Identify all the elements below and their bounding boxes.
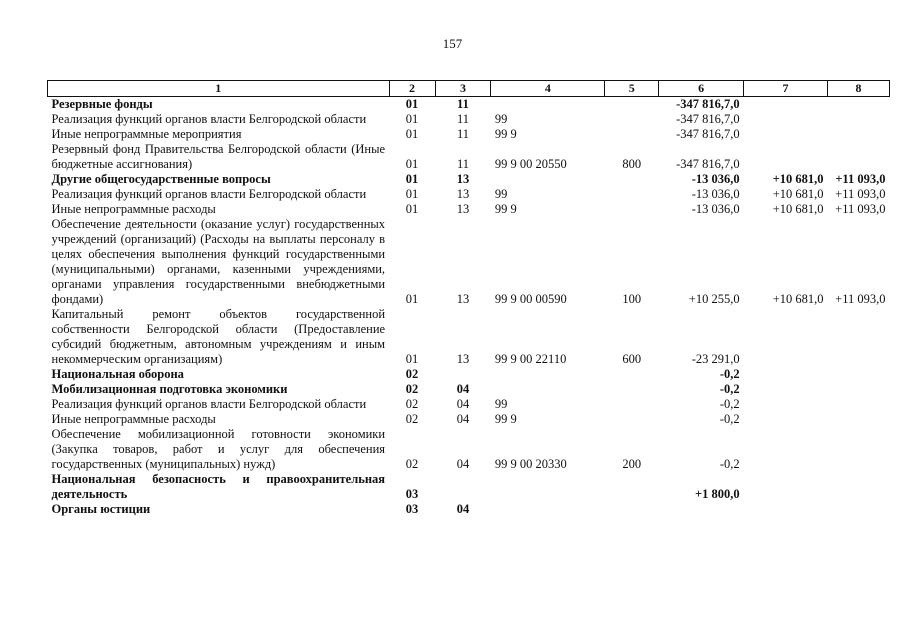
amount-col6-cell: -0,2 (719, 457, 740, 471)
amount-col6-cell: -0,2 (719, 397, 740, 411)
subsection-code-cell: 13 (456, 172, 470, 186)
amount-col8-cell (828, 382, 890, 397)
expense-type-cell (605, 367, 659, 382)
row-name-cell: Реализация функций органов власти Белгородской области (51, 187, 367, 201)
target-article-cell: 99 9 00 22110 (494, 352, 567, 366)
target-article-cell: 99 9 (494, 127, 517, 141)
amount-col8-cell (828, 502, 890, 517)
row-name-cell: Резервный фонд Правительства Белгородской области (Иные бюджетные ассигнования) (51, 142, 386, 171)
subsection-code-cell: 04 (456, 412, 470, 426)
expense-type-cell (605, 172, 659, 187)
subsection-code-cell: 04 (456, 502, 470, 516)
expense-type-cell (605, 502, 659, 517)
header-cell: 2 (389, 81, 435, 97)
amount-col6-cell: +10 255,0 (688, 292, 740, 306)
amount-col7-cell (744, 397, 828, 412)
row-name-cell: Национальная оборона (51, 367, 184, 381)
subsection-code-cell: 04 (456, 382, 470, 396)
amount-col8-cell (828, 472, 890, 502)
table-row (48, 172, 890, 187)
subsection-code-cell: 11 (457, 97, 469, 111)
amount-col8-cell (828, 112, 890, 127)
expense-type-cell: 100 (622, 292, 642, 306)
amount-col7-cell (744, 127, 828, 142)
section-code-cell: 01 (405, 352, 419, 366)
amount-col6-cell: -347 816,7,0 (676, 157, 740, 171)
header-cell: 5 (605, 81, 659, 97)
amount-col6-cell: -0,2 (719, 412, 740, 426)
target-article-cell (491, 502, 605, 517)
amount-col8-cell: +11 093,0 (835, 292, 886, 306)
subsection-code-cell: 04 (456, 397, 470, 411)
target-article-cell: 99 9 00 20550 (494, 157, 567, 171)
table-row (48, 367, 890, 382)
header-row (48, 81, 890, 97)
expense-type-cell (605, 397, 659, 412)
amount-col6-cell: -13 036,0 (691, 172, 740, 186)
subsection-code-cell: 13 (456, 187, 470, 201)
section-code-cell: 02 (405, 367, 419, 381)
amount-col8-cell: +11 093,0 (835, 172, 886, 186)
subsection-code-cell: 04 (456, 457, 470, 471)
amount-col7-cell (744, 97, 828, 113)
amount-col6-cell: -347 816,7,0 (676, 112, 740, 126)
amount-col6-cell: +1 800,0 (694, 487, 740, 501)
amount-col7-cell (744, 412, 828, 427)
header-cell: 7 (744, 81, 828, 97)
amount-col6-cell: -0,2 (719, 367, 740, 381)
target-article-cell (491, 97, 605, 113)
amount-col6-cell: -0,2 (719, 382, 740, 396)
target-article-cell (491, 172, 605, 187)
section-code-cell: 01 (405, 187, 419, 201)
section-code-cell: 02 (405, 382, 419, 396)
target-article-cell (491, 382, 605, 397)
table-row (48, 217, 890, 307)
row-name-cell: Обеспечение деятельности (оказание услуг) государственных учреждений (организаций) (Расходы на выплаты персоналу в целях обеспечения выполнения функций государственными (муниципальными) органами, казенными учреждениями, органами управления государственными внебюджетными фондами) (51, 217, 386, 306)
expense-type-cell (605, 472, 659, 502)
amount-col8-cell (828, 427, 890, 472)
subsection-code-cell (435, 367, 491, 382)
target-article-cell: 99 9 (494, 202, 517, 216)
section-code-cell: 01 (405, 127, 419, 141)
table-body (48, 97, 890, 518)
subsection-code-cell: 11 (456, 127, 469, 141)
amount-col7-cell (744, 382, 828, 397)
header-cell: 6 (659, 81, 744, 97)
amount-col7-cell (744, 472, 828, 502)
table-row (48, 142, 890, 172)
header-cell: 4 (491, 81, 605, 97)
amount-col6-cell: -13 036,0 (691, 187, 740, 201)
row-name-cell: Иные непрограммные расходы (51, 412, 216, 426)
target-article-cell: 99 9 00 00590 (494, 292, 567, 306)
section-code-cell: 01 (405, 112, 419, 126)
amount-col7-cell (744, 112, 828, 127)
row-name-cell: Иные непрограммные мероприятия (51, 127, 242, 141)
section-code-cell: 01 (405, 157, 419, 171)
header-cell: 3 (435, 81, 491, 97)
table-row (48, 112, 890, 127)
expense-type-cell: 600 (622, 352, 642, 366)
subsection-code-cell: 13 (456, 202, 470, 216)
section-code-cell: 01 (405, 97, 419, 111)
row-name-cell: Мобилизационная подготовка экономики (51, 382, 288, 396)
header-cell: 8 (828, 81, 890, 97)
table-row (48, 202, 890, 217)
amount-col7-cell (744, 502, 828, 517)
amount-col7-cell (744, 142, 828, 172)
amount-col8-cell (828, 367, 890, 382)
amount-col6-cell: -23 291,0 (691, 352, 740, 366)
row-name-cell: Реализация функций органов власти Белгородской области (51, 112, 367, 126)
expense-type-cell (605, 127, 659, 142)
amount-col6-cell: -347 816,7,0 (676, 97, 740, 111)
table-row (48, 127, 890, 142)
amount-col8-cell (828, 412, 890, 427)
budget-table (47, 80, 890, 517)
subsection-code-cell: 11 (456, 112, 469, 126)
amount-col8-cell: +11 093,0 (835, 187, 886, 201)
amount-col6-cell: -13 036,0 (691, 202, 740, 216)
row-name-cell: Иные непрограммные расходы (51, 202, 216, 216)
expense-type-cell (605, 202, 659, 217)
amount-col6-cell: -347 816,7,0 (676, 127, 740, 141)
subsection-code-cell: 13 (456, 292, 470, 306)
amount-col7-cell: +10 681,0 (772, 202, 824, 216)
page-number: 157 (442, 36, 463, 51)
table-row (48, 307, 890, 367)
amount-col7-cell (744, 307, 828, 367)
target-article-cell: 99 (494, 397, 508, 411)
section-code-cell: 01 (405, 202, 419, 216)
section-code-cell: 03 (405, 487, 419, 501)
amount-col7-cell (744, 427, 828, 472)
expense-type-cell (605, 382, 659, 397)
subsection-code-cell: 13 (456, 352, 470, 366)
target-article-cell: 99 (494, 187, 508, 201)
row-name-cell: Обеспечение мобилизационной готовности экономики (Закупка товаров, работ и услуг для обеспечения государственных (муниципальных) нужд) (51, 427, 386, 471)
amount-col6-cell (659, 502, 744, 517)
table-row (48, 397, 890, 412)
section-code-cell: 02 (405, 397, 419, 411)
table-row (48, 502, 890, 517)
section-code-cell: 03 (405, 502, 419, 516)
row-name-cell: Национальная безопасность и правоохранительная деятельность (51, 472, 386, 501)
amount-col8-cell (828, 307, 890, 367)
target-article-cell (491, 367, 605, 382)
row-name-cell: Резервные фонды (51, 97, 153, 111)
subsection-code-cell (435, 472, 491, 502)
expense-type-cell: 200 (622, 457, 642, 471)
amount-col8-cell: +11 093,0 (835, 202, 886, 216)
section-code-cell: 01 (405, 292, 419, 306)
table-row (48, 187, 890, 202)
expense-type-cell (605, 97, 659, 113)
amount-col7-cell: +10 681,0 (772, 292, 824, 306)
table-row (48, 427, 890, 472)
amount-col8-cell (828, 142, 890, 172)
table-row (48, 382, 890, 397)
table-row (48, 97, 890, 113)
amount-col7-cell: +10 681,0 (772, 172, 824, 186)
table-row (48, 472, 890, 502)
amount-col7-cell (744, 367, 828, 382)
expense-type-cell (605, 187, 659, 202)
section-code-cell: 02 (405, 412, 419, 426)
target-article-cell: 99 9 (494, 412, 517, 426)
section-code-cell: 01 (405, 172, 419, 186)
section-code-cell: 02 (405, 457, 419, 471)
expense-type-cell (605, 412, 659, 427)
target-article-cell: 99 (494, 112, 508, 126)
expense-type-cell: 800 (622, 157, 642, 171)
row-name-cell: Органы юстиции (51, 502, 151, 516)
row-name-cell: Капитальный ремонт объектов государственной собственности Белгородской области (Предоставление субсидий бюджетным, автономным учреждениям и иным некоммерческим организациям) (51, 307, 386, 366)
target-article-cell (491, 472, 605, 502)
amount-col8-cell (828, 127, 890, 142)
expense-type-cell (605, 112, 659, 127)
target-article-cell: 99 9 00 20330 (494, 457, 567, 471)
amount-col7-cell: +10 681,0 (772, 187, 824, 201)
row-name-cell: Реализация функций органов власти Белгородской области (51, 397, 367, 411)
header-cell: 1 (48, 81, 390, 97)
subsection-code-cell: 11 (456, 157, 469, 171)
amount-col8-cell (828, 397, 890, 412)
amount-col8-cell (828, 97, 890, 113)
row-name-cell: Другие общегосударственные вопросы (51, 172, 271, 186)
table-row (48, 412, 890, 427)
